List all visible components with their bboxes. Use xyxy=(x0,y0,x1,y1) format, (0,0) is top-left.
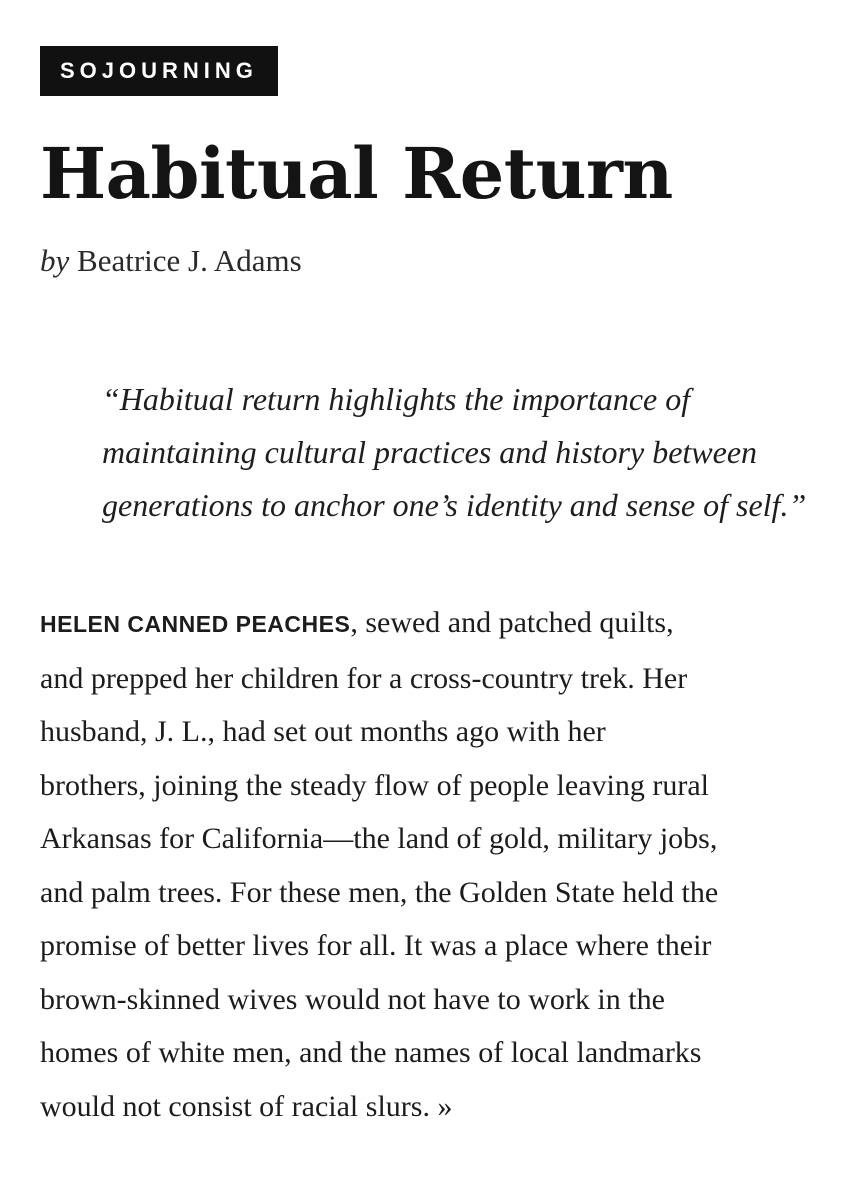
section-label: SOJOURNING xyxy=(40,46,278,96)
pull-quote-line: maintaining cultural practices and history between xyxy=(102,434,758,470)
byline xyxy=(40,241,820,281)
pull-quote-line: “Habitual return highlights the importance of xyxy=(102,381,691,417)
lead-in: HELEN CANNED PEACHES xyxy=(40,611,351,637)
article-title: Habitual Return xyxy=(40,132,673,215)
body-line xyxy=(40,596,820,652)
article-body xyxy=(40,596,820,1133)
body-line: husband, J. L., had set out months ago with her xyxy=(40,715,606,748)
body-line: promise of better lives for all. It was a place where their xyxy=(40,929,712,962)
body-line: homes of white men, and the names of local landmarks xyxy=(40,1036,702,1069)
body-line-text: , sewed and patched quilts, xyxy=(350,606,674,639)
author-name: Beatrice J. Adams xyxy=(77,243,302,278)
body-line: and prepped her children for a cross-country trek. Her xyxy=(40,661,688,695)
body-line: brown-skinned wives would not have to work in the xyxy=(40,982,665,1016)
pull-quote-line: generations to anchor one’s identity and sense of self.” xyxy=(102,487,807,523)
pull-quote xyxy=(102,373,820,532)
byline-prefix: by xyxy=(40,243,70,278)
body-line: and palm trees. For these men, the Golden State held the xyxy=(40,875,719,909)
body-line: would not consist of racial slurs. » xyxy=(40,1089,453,1123)
body-line: Arkansas for California—the land of gold, military jobs, xyxy=(40,822,718,855)
article-page xyxy=(40,46,820,1133)
body-line: brothers, joining the steady flow of people leaving rural xyxy=(40,768,709,802)
